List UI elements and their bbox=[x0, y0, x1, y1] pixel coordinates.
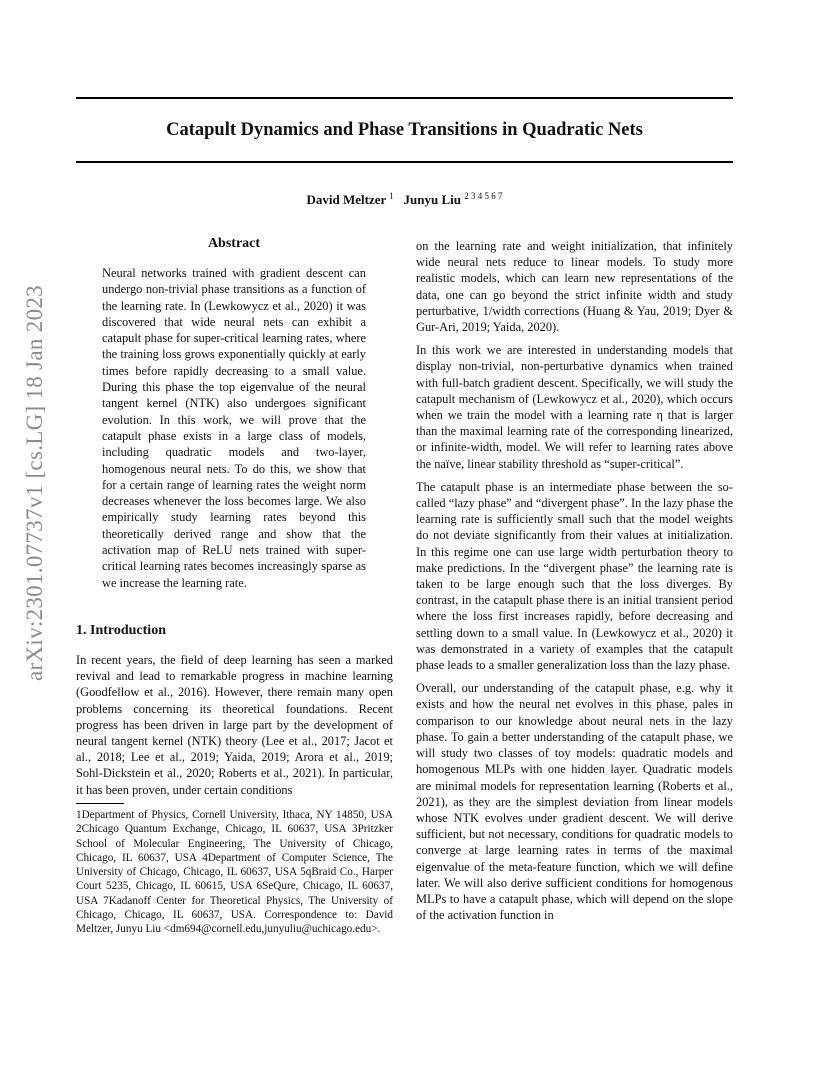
arxiv-sidebar bbox=[0, 0, 70, 1072]
paragraph: Overall, our understanding of the catapult phase, e.g. why it exists and how the neural net evolves in this phase, pales in comparison to our knowledge about neural nets in the lazy phase. To gain a better understanding of the catapult phase, we will study two classes of toy models: quadratic models and homogenous MLPs with one hidden layer. Quadratic models are minimal models for representation learning (Roberts et al., 2021), as they are the simplest deviation from linear models whose NTK evolves under gradient descent. We will derive sufficient, but not necessary, conditions for quadratic models to converge at large learning rates in terms of the maximal eigenvalue of the meta-feature function, which we will define later. We will also derive sufficient conditions for homogenous MLPs to have a catapult phase, which will depend on the slope of the activation function in bbox=[416, 681, 733, 923]
paragraph: on the learning rate and weight initialization, that infinitely wide neural nets reduce to linear models. To study more realistic models, which can learn new representations of the data, one can go beyond the strict infinite width and study perturbative, 1/width corrections (Huang & Yau, 2019; Dyer & Gur-Ari, 2019; Yaida, 2020). bbox=[416, 239, 733, 335]
paragraph: In this work we are interested in understanding models that display non-trivial, non-perturbative dynamics when trained with full-batch gradient descent. Specifically, we will study the catapult mechanism of (Lewkowycz et al., 2020), which occurs when we train the model with a learning rate η that is larger than the maximal learning rate of the corresponding linearized, or infinite-width, model. We will refer to learning rates above the naïve, linear stability threshold as “super-critical”. bbox=[416, 343, 733, 471]
abstract-heading: Abstract bbox=[207, 236, 261, 251]
title-top-rule bbox=[76, 97, 733, 99]
paragraph: The catapult phase is an intermediate phase between the so-called “lazy phase” and “divergent phase”. In the lazy phase the learning rate is sufficiently small such that the model weights do not deviate significantly from their values at initialization. In this regime one can use large width perturbation theory to make predictions. In the “divergent phase” the learning rate is taken to be large enough such that the loss diverges. By contrast, in the catapult phase there is an initial transient period where the loss first increases rapidly, before decreasing and settling down to a small value. In (Lewkowycz et al., 2020) it was demonstrated in a variety of examples that the catapult phase leads to a smaller generalization loss than the lazy phase. bbox=[416, 479, 733, 673]
footnote-rule bbox=[76, 803, 124, 804]
author-name: Junyu Liu bbox=[403, 192, 461, 207]
author-affiliation: 2 3 4 5 6 7 bbox=[464, 191, 503, 201]
section-heading-introduction: 1. Introduction bbox=[76, 623, 166, 638]
paragraph: In recent years, the field of deep learning has seen a marked revival and lead to remarkable progress in machine learning (Goodfellow et al., 2016). However, there remain many open problems concerning its theoretical foundations. Recent progress has been driven in large part by the development of neural tangent kernel (NTK) theory (Lee et al., 2017; Jacot et al., 2018; Lee et al., 2019; Yaida, 2019; Arora et al., 2019; Sohl-Dickstein et al., 2020; Roberts et al., 2021). In particular, it has been proven, under certain conditions bbox=[76, 653, 393, 797]
left-column-body bbox=[76, 652, 393, 805]
author-affiliation: 1 bbox=[389, 191, 394, 201]
paper-title: Catapult Dynamics and Phase Transitions in Quadratic Nets bbox=[166, 120, 643, 140]
footnote: 1Department of Physics, Cornell University, Ithaca, NY 14850, USA 2Chicago Quantum Exchange, Chicago, IL 60637, USA 3Pritzker School of Molecular Engineering, The University of Chicago, Chicago, IL 60637, USA 4Department of Computer Science, The University of Chicago, Chicago, IL 60637, USA 5qBraid Co., Harper Court 5235, Chicago, IL 60615, USA 6SeQure, Chicago, IL 60637, USA 7Kadanoff Center for Theoretical Physics, The University of Chicago, Chicago, IL 60637, USA. Correspondence to: David Meltzer, Junyu Liu <dm694@cornell.edu,junyuliu@uchicago.edu>. bbox=[76, 809, 393, 936]
author-name: David Meltzer bbox=[306, 192, 387, 207]
title-bottom-rule bbox=[76, 161, 733, 163]
author-line bbox=[76, 191, 733, 208]
abstract-text: Neural networks trained with gradient descent can undergo non-trivial phase transitions as a function of the learning rate. In (Lewkowycz et al., 2020) it was discovered that wide neural nets can exhibit a catapult phase for super-critical learning rates, where the training loss grows exponentially quickly at early times before rapidly decreasing to a small value. During this phase the top eigenvalue of the neural tangent kernel (NTK) also undergoes significant evolution. In this work, we will prove that the catapult phase exists in a large class of models, including quadratic models and two-layer, homogenous neural nets. To do this, we show that for a certain range of learning rates the weight norm decreases whenever the loss becomes large. We also empirically study learning rates beyond this theoretically derived range and show that the activation map of ReLU nets trained with super-critical learning rates becomes increasingly sparse as we increase the learning rate. bbox=[102, 266, 366, 590]
right-column-body bbox=[416, 238, 733, 930]
arxiv-identifier: arXiv:2301.07737v1 [cs.LG] 18 Jan 2023 bbox=[22, 285, 47, 681]
